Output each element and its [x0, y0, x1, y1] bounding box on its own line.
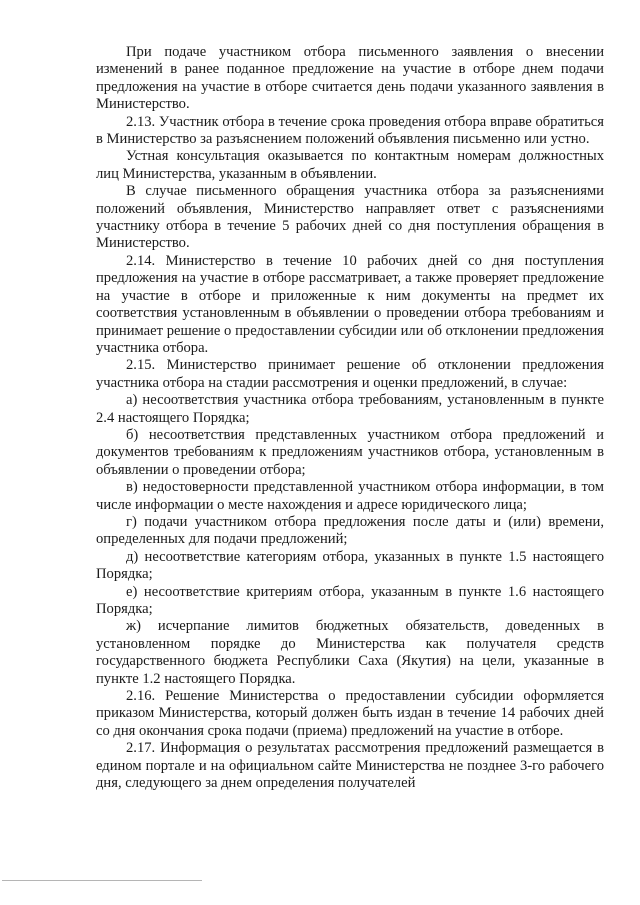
paragraph-2-13-clarification-request: 2.13. Участник отбора в течение срока проведения отбора вправе обратиться в Министерство за разъяснением положений объявления письменно или устно. [96, 113, 604, 148]
list-item-d: д) несоответствие категориям отбора, указанных в пункте 1.5 настоящего Порядка; [96, 548, 604, 583]
paragraph-2-15-rejection: 2.15. Министерство принимает решение об отклонении предложения участника отбора на стадии рассмотрения и оценки предложений, в случае: [96, 357, 604, 391]
paragraph-written-clarification: В случае письменного обращения участника отбора за разъяснениями положений объявления, Министерство направляет ответ с разъяснениями участнику отбора в течение 5 рабочих дней со дня поступления обращения в Министерство. [96, 183, 604, 252]
paragraph-amendment-submission-date: При подаче участником отбора письменного заявления о внесении изменений в ранее поданное предложение на участие в отборе днем подачи предложения на участие в отборе считается день подачи указанного заявления в Министерство. [96, 44, 604, 113]
paragraph-oral-consultation: Устная консультация оказывается по контактным номерам должностных лиц Министерства, указанным в объявлении. [96, 148, 604, 182]
list-item-a: а) несоответствия участника отбора требованиям, установленным в пункте 2.4 настоящего Порядка; [96, 392, 604, 426]
paragraph-2-14-review: 2.14. Министерство в течение 10 рабочих дней со дня поступления предложения на участие в отборе рассматривает, а также проверяет предложение на участие в отборе и приложенные к ним документы на предмет их соответствия установленным в объявлении о проведении отбора требованиям и принимает решение о предоставлении субсидии или об отклонении предложения участника отбора. [96, 252, 604, 356]
list-item-g: г) подачи участником отбора предложения после даты и (или) времени, определенных для подачи предложений; [96, 513, 604, 548]
list-item-b: б) несоответствия представленных участником отбора предложений и документов требованиям к предложениям участников отбора, установленным в объявлении о проведении отбора; [96, 426, 604, 478]
document-page [96, 44, 604, 792]
list-item-v: в) недостоверности представленной участником отбора информации, в том числе информации о месте нахождения и адресе юридического лица; [96, 479, 604, 513]
list-item-zh: ж) исчерпание лимитов бюджетных обязательств, доведенных в установленном порядке до Министерства как получателя средств государственного бюджета Республики Саха (Якутия) на цели, указанные в пункте 1.2 настоящего Порядка. [96, 618, 604, 687]
paragraph-2-16-decision: 2.16. Решение Министерства о предоставлении субсидии оформляется приказом Министерства, который должен быть издан в течение 14 рабочих дней со дня окончания срока подачи (приема) предложений на участие в отборе. [96, 688, 604, 739]
list-item-e: е) несоответствие критериям отбора, указанным в пункте 1.6 настоящего Порядка; [96, 583, 604, 617]
paragraph-2-17-results: 2.17. Информация о результатах рассмотрения предложений размещается в едином портале и на официальном сайте Министерства не позднее 3-го рабочего дня, следующего за днем определения получателей [96, 740, 604, 792]
footer-divider [2, 880, 202, 881]
